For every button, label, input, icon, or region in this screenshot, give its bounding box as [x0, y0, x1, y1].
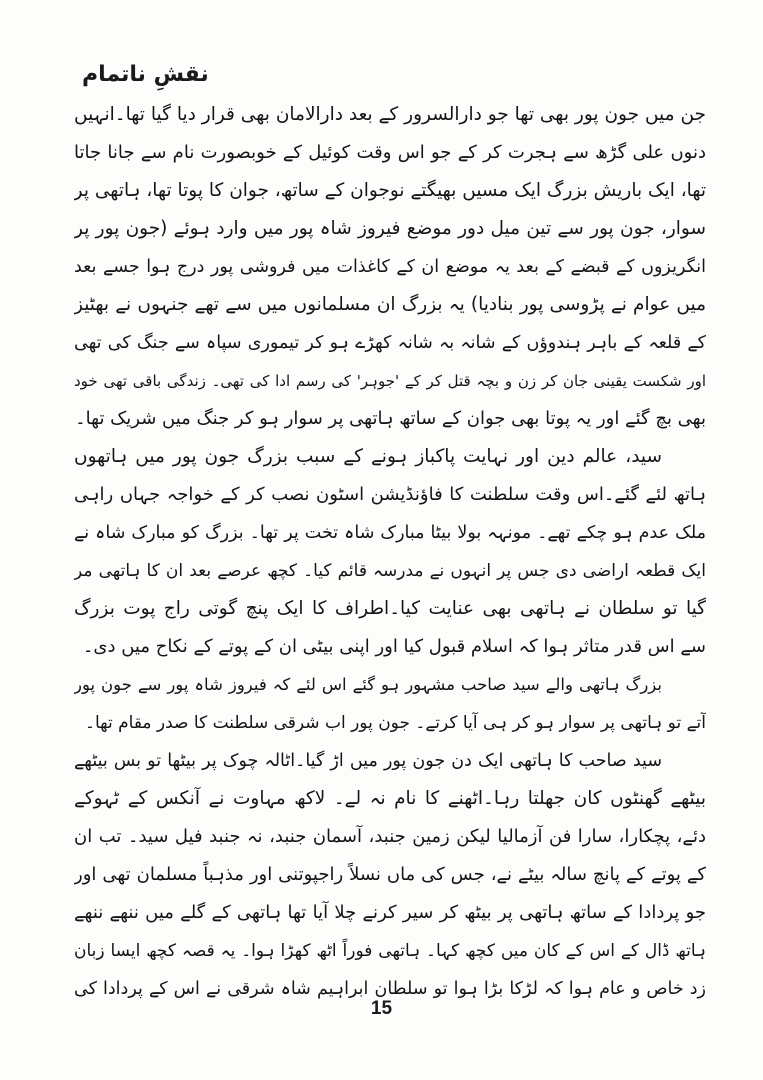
- text-line: انگریزوں کے قبضے کے بعد یہ موضع ان کے کاغذات میں فروشی پور درج ہوا جسے بعد: [74, 257, 706, 277]
- text-line: سید، عالم دین اور نہایت پاکباز ہونے کے سبب بزرگ جون پور میں ہاتھوں: [74, 446, 662, 467]
- text-line: جن میں جون پور بھی تھا جو دارالسرور کے بعد دارالامان بھی قرار دیا گیا تھا۔انہیں: [74, 104, 706, 125]
- text-line: ہاتھ ڈال کے اس کے کان میں کچھ کہا۔ ہاتھی فوراً اٹھ کھڑا ہوا۔ یہ قصہ کچھ ایسا زبان: [74, 941, 706, 961]
- text-line: ملک عدم ہو چکے تھے۔ مونہہ بولا بیٹا مبارک شاہ تخت پر تھا۔ بزرگ کو مبارک شاہ نے: [74, 523, 706, 543]
- text-line: سوار، جون پور سے تین میل دور موضع فیروز شاہ پور میں وارد ہوئے (جون پور پر: [74, 218, 706, 239]
- page-number: 15: [370, 998, 393, 1019]
- text-line: جو پردادا کے ساتھ ہاتھی پر بیٹھ کر سیر کرنے چلا آیا تھا ہاتھی کے گلے میں ننھے ننھے: [74, 902, 706, 923]
- body-text: [74, 96, 706, 1008]
- text-line: سید صاحب کا ہاتھی ایک دن جون پور میں اڑ گیا۔اٹالہ چوک پر بیٹھا تو بس بیٹھے: [74, 751, 662, 771]
- text-line: سے اس قدر متاثر ہوا کہ اسلام قبول کیا اور اپنی بیٹی ان کے پوتے کے نکاح میں دی۔: [82, 636, 706, 657]
- text-line: بزرگ ہاتھی والے سید صاحب مشہور ہو گئے اس لئے کہ فیروز شاہ پور سے جون پور: [74, 675, 662, 694]
- text-line: ہاتھ لئے گئے۔اس وقت سلطنت کا فاؤنڈیشن اسٹون نصب کر کے خواجہ جہاں راہی: [74, 484, 706, 505]
- text-line: آتے تو ہاتھی پر سوار ہو کر ہی آیا کرتے۔ جون پور اب شرقی سلطنت کا صدر مقام تھا۔: [85, 713, 706, 733]
- text-line: میں عوام نے پڑوسی پور بنادیا) یہ بزرگ ان مسلمانوں میں سے تھے جنہوں نے بھٹیز: [74, 294, 706, 315]
- text-line: ایک قطعہ اراضی دی جس پر انہوں نے مدرسہ قائم کیا۔ کچھ عرصے بعد ان کا ہاتھی مر: [74, 561, 706, 581]
- text-line: اور شکست یقینی جان کر زن و بچہ قتل کر کے 'جوہر' کی رسم ادا کی تھی۔ زندگی باقی تھی خود: [74, 372, 706, 390]
- running-header-title: نقشِ ناتمام: [82, 62, 209, 87]
- text-line: کے قلعہ کے باہر ہندوؤں کے شانہ بہ شانہ کھڑے ہو کر تیموری سپاہ سے جنگ کی تھی: [74, 333, 706, 353]
- text-line: بھی بچ گئے اور یہ پوتا بھی جوان کے ساتھ ہاتھی پر سوار ہو کر جنگ میں شریک تھا۔: [75, 408, 706, 429]
- text-line: دنوں علی گڑھ سے ہجرت کر کے جو اس وقت کوئیل کے خوبصورت نام سے جانا جاتا: [74, 142, 706, 163]
- text-line: گیا تو سلطان نے ہاتھی بھی عنایت کیا۔اطراف کا ایک پنچ گوتی راج پوت بزرگ: [74, 598, 706, 619]
- text-line: بیٹھے گھنٹوں کان جھلتا رہا۔اٹھنے کا نام نہ لے۔ لاکھ مہاوت نے آنکس کے ٹہوکے: [74, 788, 706, 809]
- text-line: زد خاص و عام ہوا کہ لڑکا بڑا ہوا تو سلطان ابراہیم شاہ شرقی نے اس کے پردادا کی: [74, 979, 706, 999]
- text-line: کے پوتے کے پانچ سالہ بیٹے نے، جس کی ماں نسلاً راجپوتنی اور مذہباً مسلمان تھی اور: [74, 864, 706, 885]
- text-line: تھا، ایک باریش بزرگ ایک مسیں بھیگتے نوجوان کے ساتھ، جوان کا پوتا تھا، ہاتھی پر: [74, 180, 706, 201]
- text-line: دئے، پچکارا، سارا فن آزمالیا لیکن زمین جنبد، آسمان جنبد، نہ جنبد فیل سید۔ تب ان: [74, 826, 706, 847]
